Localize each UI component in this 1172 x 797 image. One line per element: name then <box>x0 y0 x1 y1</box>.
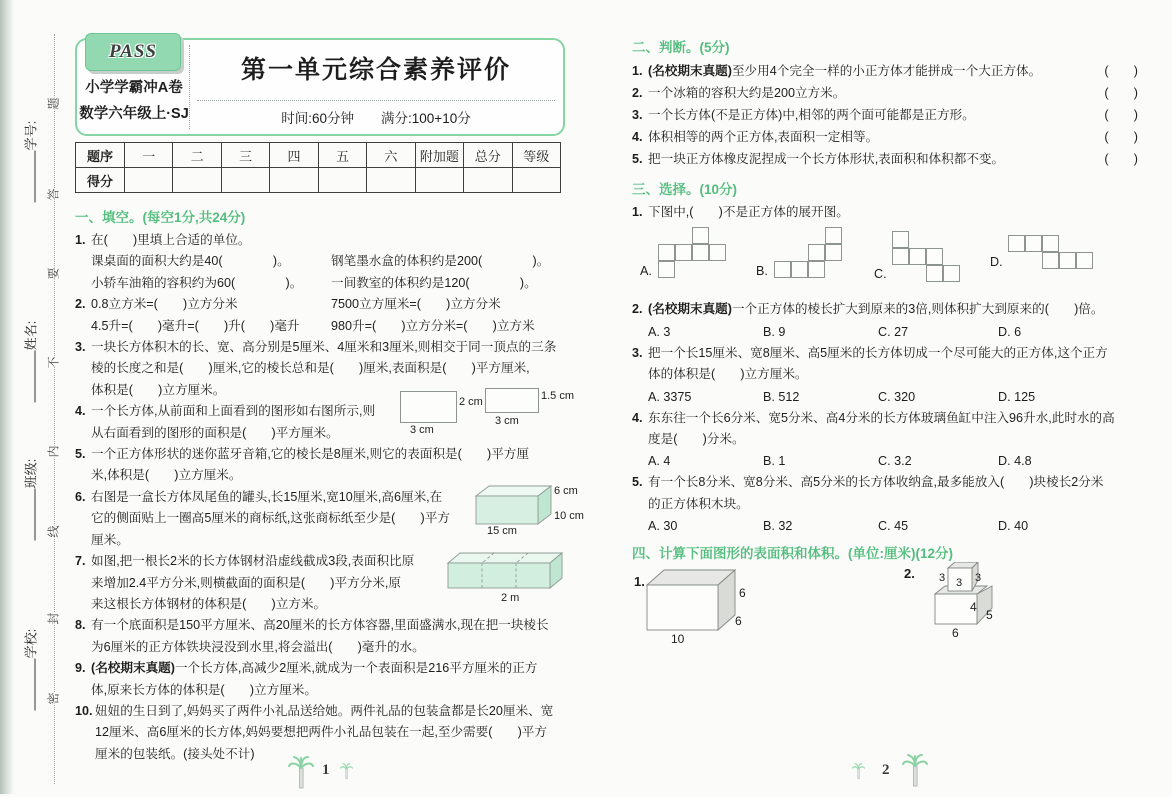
name-label: 姓名: <box>23 320 39 351</box>
name-field <box>21 307 40 417</box>
net-cell <box>808 261 825 278</box>
question-line: 4. 东东往一个长6分米、宽5分米、高4分米的长方体玻璃鱼缸中注入96升水,此时水的高 <box>632 410 1115 425</box>
dimension-label: 6 <box>739 586 746 600</box>
header-divider <box>189 45 190 129</box>
question-line: 体的体积是( )立方厘米。 <box>648 367 808 382</box>
cuboid-figure <box>645 568 763 655</box>
options-row <box>632 515 1138 537</box>
score-cell <box>270 168 318 193</box>
footer-right <box>852 754 942 794</box>
figure-number: 2. <box>904 566 915 581</box>
net-cell <box>1008 235 1025 252</box>
question-line: 度是( )分米。 <box>648 432 745 447</box>
question-line: 3. 一块长方体积木的长、宽、高分别是5厘米、4厘米和3厘米,则相交于同一顶点的三条 <box>75 340 557 355</box>
question-line: 2. (名校期末真题)一个正方体的棱长扩大到原来的3倍,则体积扩大到原来的( )倍。 <box>632 302 1104 317</box>
can-figure <box>475 482 584 543</box>
net-cell <box>675 244 692 261</box>
net-cell <box>825 227 842 244</box>
question-line: 来增加2.4平方分米,则横截面的面积是( )平方分米,原 <box>91 575 401 590</box>
dimension-label: 1.5 cm <box>541 390 575 402</box>
net-label: A. <box>640 264 652 279</box>
dimension-label: 10 cm <box>554 510 584 522</box>
dimension-label: 3 <box>939 572 946 584</box>
net-cell <box>658 244 675 261</box>
seal-char: 密 <box>44 692 63 704</box>
class-blank <box>23 488 36 540</box>
question-line: 来这根长方体钢材的体积是( )立方米。 <box>91 596 327 611</box>
score-table <box>75 142 561 193</box>
school-label: 学校: <box>23 628 39 659</box>
question-line: 3. 把一个长15厘米、宽8厘米、高5厘米的长方体切成一个尽可能大的正方体,这个正方 <box>632 345 1108 360</box>
net-cell <box>808 244 825 261</box>
net-figures <box>632 223 1138 299</box>
score-col-header: 四 <box>270 143 318 168</box>
source-tag: (名校期末真题) <box>648 302 732 317</box>
dimension-label: 3 cm <box>495 415 519 427</box>
score-col-header: 题序 <box>76 143 125 168</box>
option-item: C. 27 <box>878 324 909 339</box>
score-cell <box>367 168 415 193</box>
palm-tree-icon-small <box>852 762 871 794</box>
question-line: 米,体积是( )立方厘米。 <box>91 468 242 483</box>
dimension-label: 5 <box>986 608 993 622</box>
dimension-label: 6 cm <box>554 485 578 497</box>
option-item: D. 6 <box>998 324 1022 339</box>
question-line: 体积是( )立方厘米。 <box>91 382 226 397</box>
question-line: 它的侧面贴上一圈高5厘米的商标纸,这张商标纸至少是( )平方 <box>91 511 450 526</box>
student-id-field <box>21 107 40 217</box>
composite-figure <box>918 562 1002 647</box>
scan-edge <box>0 0 14 794</box>
score-cell <box>173 168 221 193</box>
net-cell <box>791 261 808 278</box>
answer-mark: ( ) <box>1104 108 1138 122</box>
net-cell <box>692 227 709 244</box>
section-heading-calc: 四、计算下面图形的表面积和体积。(单位:厘米)(12分) <box>632 546 953 561</box>
question-line: 体,原来长方体的体积是( )立方厘米。 <box>91 682 317 697</box>
score-cell <box>415 168 463 193</box>
dimension-label: 2 cm <box>459 396 483 408</box>
section-heading-choice: 三、选择。(10分) <box>632 182 738 197</box>
question-line: 2. 0.8立方米=( )立方分米 7500立方厘米=( )立方分米 <box>75 297 501 312</box>
school-blank <box>23 658 36 710</box>
seal-char: 线 <box>44 525 63 537</box>
section-choice <box>632 178 1138 537</box>
seal-char: 要 <box>44 267 63 279</box>
option-item: A. 3375 <box>648 389 692 404</box>
option-item: A. 30 <box>648 519 678 534</box>
seal-char: 封 <box>44 612 63 624</box>
score-col-header: 一 <box>125 143 173 168</box>
judgement-item: 5. 把一块正方体橡皮泥捏成一个长方体形状,表面积和体积都不变。 ( ) <box>632 148 1138 170</box>
question-line: 课桌面的面积大约是40( )。 钢笔墨水盒的体积约是200( )。 <box>91 254 550 269</box>
net-label: C. <box>874 267 887 282</box>
score-header-row <box>76 143 561 168</box>
answer-mark: ( ) <box>1104 152 1138 166</box>
option-item: D. 40 <box>998 519 1029 534</box>
question-line: 1. 在( )里填上合适的单位。 <box>75 233 251 247</box>
seal-char: 答 <box>44 188 63 200</box>
net-cell <box>1059 252 1076 269</box>
top-view-rect <box>485 388 539 413</box>
dimension-label: 2 m <box>501 592 520 604</box>
dimension-label: 10 <box>671 632 685 646</box>
seal-char: 题 <box>44 97 63 109</box>
question-line: 10. 妞妞的生日到了,妈妈买了两件小礼品送给她。两件礼品的包装盒都是长20厘米、宽 <box>75 703 554 718</box>
exam-title: 第一单元综合素养评价 <box>240 56 511 84</box>
page-number: 1 <box>322 762 330 778</box>
answer-mark: ( ) <box>1104 64 1138 78</box>
school-field <box>21 615 40 725</box>
question-line: 厘米的包装纸。(接头处不计) <box>95 746 255 761</box>
dimension-label: 3 <box>956 577 963 589</box>
net-cell <box>1042 235 1059 252</box>
judgement-item: 3. 一个长方体(不是正方体)中,相邻的两个面可能都是正方形。 ( ) <box>632 104 1138 126</box>
question-line: 4.5升=( )毫升=( )升( )毫升 980升=( )立方分米=( )立方米 <box>91 318 535 333</box>
net-cell <box>926 265 943 282</box>
judgement-item: 1. (名校期末真题)至少用4个完全一样的小正方体才能拼成一个大正方体。 ( ) <box>632 60 1138 82</box>
net-cell <box>1025 235 1042 252</box>
score-cell <box>464 168 512 193</box>
net-cell <box>892 231 909 248</box>
palm-tree-icon-small <box>340 762 359 794</box>
section-calc <box>632 542 1138 678</box>
net-label: D. <box>990 255 1003 270</box>
calc-figures <box>632 566 1138 678</box>
score-cell <box>318 168 366 193</box>
question-line: 厘米。 <box>91 532 129 547</box>
score-value-row <box>76 168 561 193</box>
series-title: 小学学霸冲A卷 <box>85 80 183 96</box>
judgement-item: 4. 体积相等的两个正方体,表面积一定相等。 ( ) <box>632 126 1138 148</box>
question-line: 小轿车油箱的容积约为60( )。 一间教室的体积约是120( )。 <box>91 275 537 290</box>
student-id-blank <box>23 150 36 202</box>
page-left <box>75 198 584 765</box>
question-line: 的正方体积木块。 <box>648 496 749 511</box>
exam-meta: 时间:60分钟 满分:100+10分 <box>281 111 471 126</box>
palm-tree-icon <box>902 752 929 795</box>
seal-line <box>54 34 55 784</box>
score-cell <box>125 168 173 193</box>
option-item: B. 32 <box>763 519 793 534</box>
score-col-header: 五 <box>318 143 366 168</box>
options-row <box>632 450 1138 472</box>
header-dotted-line <box>197 100 555 101</box>
option-item: C. 320 <box>878 389 916 404</box>
section-heading-judge: 二、判断。(5分) <box>632 40 730 55</box>
answer-mark: ( ) <box>1104 86 1138 100</box>
question-line: 5. 有一个长8分米、宽8分米、高5分米的长方体收纳盒,最多能放入( )块棱长2分米 <box>632 475 1104 490</box>
question-line: 6. 右图是一盒长方体凤尾鱼的罐头,长15厘米,宽10厘米,高6厘米,在 <box>75 489 443 504</box>
source-tag: (名校期末真题) <box>91 661 175 676</box>
footer-left <box>288 754 378 794</box>
net-cell <box>926 248 943 265</box>
dimension-label: 6 <box>735 614 742 628</box>
seal-char: 不 <box>44 356 63 368</box>
dimension-label: 15 cm <box>487 525 517 537</box>
question-line: 9. (名校期末真题)一个长方体,高减少2厘米,就成为一个表面积是216平方厘米的正方 <box>75 661 538 676</box>
pass-logo <box>85 33 181 71</box>
seal-char: 内 <box>44 445 63 457</box>
question-line: 1. 下图中,( )不是正方体的展开图。 <box>632 205 849 219</box>
score-cell <box>512 168 561 193</box>
question-line: 4. 一个长方体,从前面和上面看到的图形如右图所示,则 <box>75 404 376 419</box>
score-col-header: 六 <box>367 143 415 168</box>
page-number: 2 <box>882 762 890 778</box>
option-item: D. 4.8 <box>998 454 1032 469</box>
option-item: A. 4 <box>648 454 671 469</box>
class-field <box>21 445 40 555</box>
option-item: B. 9 <box>763 324 786 339</box>
net-cell <box>892 248 909 265</box>
question-line: 8. 有一个底面积是150平方厘米、高20厘米的长方体容器,里面盛满水,现在把一块棱长 <box>75 618 549 633</box>
name-blank <box>23 350 36 402</box>
section-judge <box>632 36 1138 170</box>
net-cell <box>909 248 926 265</box>
net-cell <box>709 244 726 261</box>
exam-header <box>75 38 565 136</box>
option-item: A. 3 <box>648 324 671 339</box>
section-heading-fill: 一、填空。(每空1分,共24分) <box>75 210 246 225</box>
option-item: C. 3.2 <box>878 454 912 469</box>
dimension-label: 6 <box>952 626 959 640</box>
subject-title: 数学六年级上·SJ <box>79 106 189 122</box>
option-item: B. 512 <box>763 389 800 404</box>
options-row <box>632 386 1138 408</box>
score-col-header: 等级 <box>512 143 561 168</box>
score-col-header: 总分 <box>464 143 512 168</box>
question-line: 12厘米、高6厘米的长方体,妈妈要想把两件小礼品包装在一起,至少需要( )平方 <box>95 725 547 740</box>
option-item: D. 125 <box>998 389 1036 404</box>
option-item: C. 45 <box>878 519 909 534</box>
question-line: 5. 一个正方体形状的迷你蓝牙音箱,它的棱长是8厘米,则它的表面积是( )平方厘 <box>75 447 529 462</box>
net-label: B. <box>756 264 768 279</box>
views-figure <box>397 388 583 434</box>
question-line: 为6厘米的正方体铁块浸没到水里,将会溢出( )毫升的水。 <box>91 639 425 654</box>
question-line: 7. 如图,把一根长2米的长方体钢材沿虚线截成3段,表面积比原 <box>75 554 415 569</box>
steel-bar-figure <box>447 550 577 604</box>
dimension-label: 3 <box>975 572 982 584</box>
net-cell <box>1076 252 1093 269</box>
net-cell <box>1042 252 1059 269</box>
score-col-header: 三 <box>221 143 269 168</box>
options-row <box>632 321 1138 343</box>
net-cell <box>943 265 960 282</box>
dimension-label: 4 <box>970 600 977 614</box>
palm-tree-icon <box>288 754 315 797</box>
net-cell <box>692 244 709 261</box>
question-line: 棱的长度之和是( )厘米,它的棱长总和是( )厘米,表面积是( )平方厘米, <box>91 361 530 376</box>
score-row-label: 得分 <box>76 168 125 193</box>
score-col-header: 附加题 <box>415 143 463 168</box>
pass-logo-text: PASS <box>108 41 157 62</box>
option-item: B. 1 <box>763 454 786 469</box>
answer-mark: ( ) <box>1104 130 1138 144</box>
net-cell <box>658 261 675 278</box>
net-cell <box>774 261 791 278</box>
judgement-item: 2. 一个冰箱的容积大约是200立方米。 ( ) <box>632 82 1138 104</box>
score-cell <box>221 168 269 193</box>
class-label: 班级: <box>23 458 39 489</box>
front-view-rect <box>400 391 457 423</box>
question-line: 从右面看到的图形的面积是( )平方厘米。 <box>91 425 339 440</box>
figure-number: 1. <box>634 574 645 589</box>
source-tag: (名校期末真题) <box>648 64 732 78</box>
net-cell <box>825 244 842 261</box>
dimension-label: 3 cm <box>410 424 434 436</box>
score-col-header: 二 <box>173 143 221 168</box>
student-id-label: 学号: <box>23 120 39 151</box>
